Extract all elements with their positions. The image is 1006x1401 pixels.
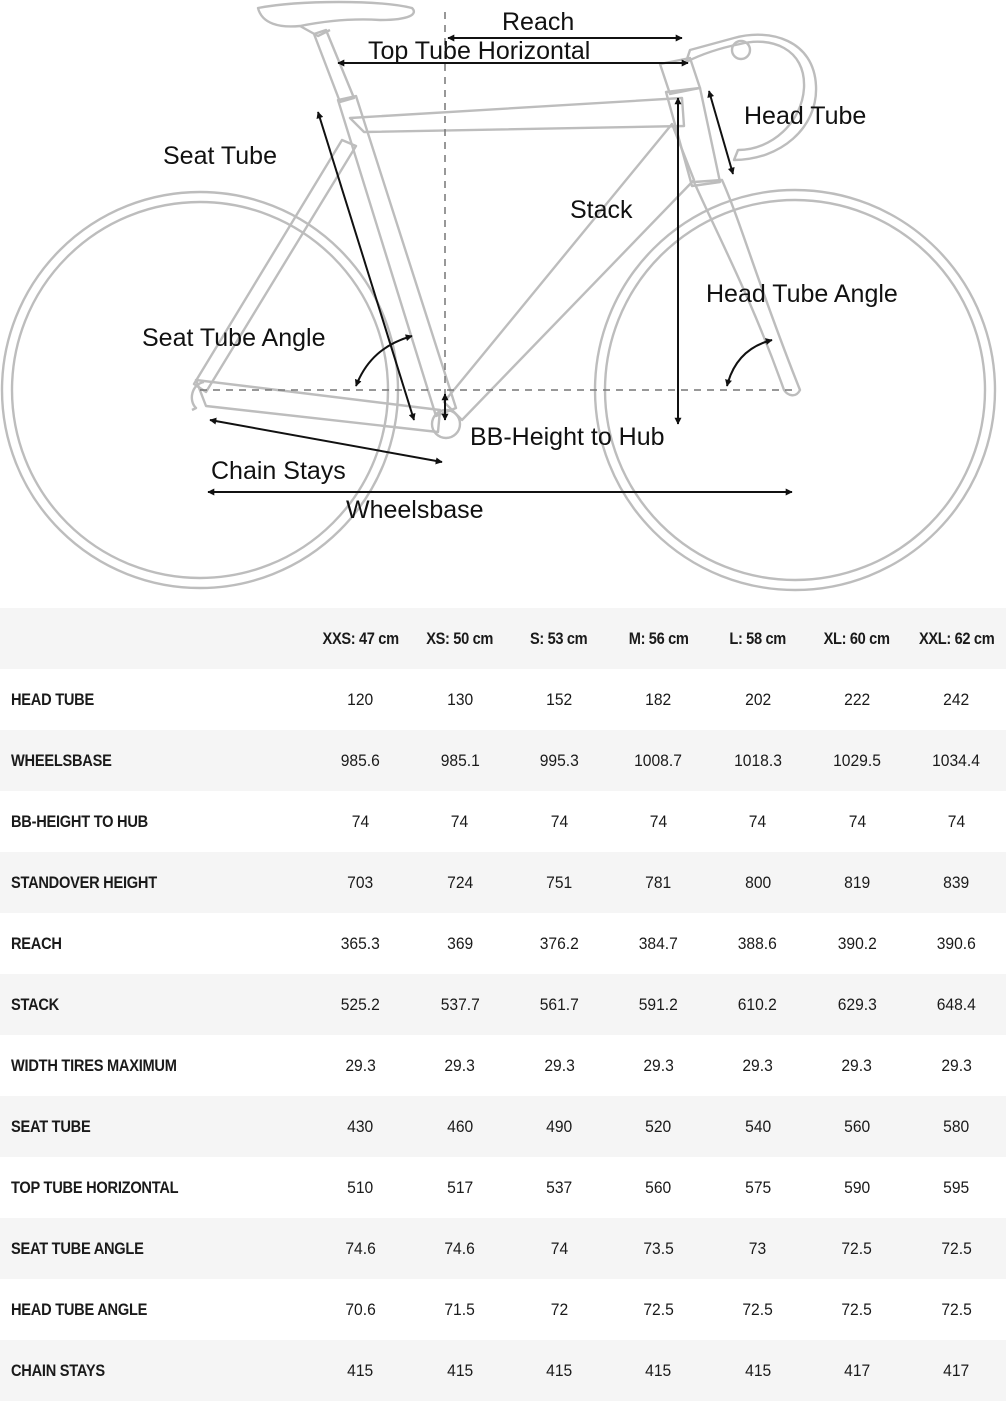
row-label-text: BB-HEIGHT TO HUB (11, 811, 148, 831)
table-cell (807, 974, 906, 1035)
label-seat-tube-angle: Seat Tube Angle (142, 324, 326, 352)
row-label (0, 1279, 311, 1340)
table-cell-value: 839 (943, 872, 970, 892)
table-cell-value: 182 (645, 689, 672, 709)
table-cell (907, 913, 1006, 974)
row-label-text: TOP TUBE HORIZONTAL (11, 1177, 179, 1197)
table-cell (410, 913, 509, 974)
table-cell-value: 415 (546, 1360, 573, 1380)
table-cell (609, 852, 708, 913)
table-cell (807, 913, 906, 974)
table-cell (410, 1218, 509, 1279)
table-cell-value: 202 (744, 689, 771, 709)
row-label (0, 1340, 311, 1401)
table-cell-value: 365.3 (340, 933, 381, 953)
table-cell-value: 575 (744, 1177, 771, 1197)
table-row (0, 1096, 1006, 1157)
table-cell (807, 852, 906, 913)
table-cell (311, 791, 410, 852)
row-label (0, 974, 311, 1035)
label-bb-height-to-hub: BB-Height to Hub (470, 423, 665, 451)
table-cell-value: 800 (744, 872, 771, 892)
row-label-text: STACK (11, 994, 59, 1014)
size-header: XS: 50 cm (426, 628, 494, 648)
header-blank (22, 608, 289, 669)
table-cell-value: 29.3 (643, 1055, 674, 1075)
table-cell-value: 751 (546, 872, 573, 892)
table-cell-value: 985.1 (440, 750, 480, 770)
table-cell-value: 390.6 (936, 933, 976, 953)
table-cell-value: 390.2 (837, 933, 877, 953)
table-cell (410, 730, 509, 791)
head-tube-arrow (709, 91, 733, 174)
table-cell (509, 852, 608, 913)
table-cell-value: 120 (347, 689, 374, 709)
table-cell (708, 1218, 807, 1279)
table-cell (410, 1035, 509, 1096)
table-cell (311, 852, 410, 913)
table-row (0, 974, 1006, 1035)
row-label-text: CHAIN STAYS (11, 1360, 105, 1380)
table-cell-value: 415 (645, 1360, 672, 1380)
table-cell-value: 74 (451, 811, 469, 831)
table-cell (708, 1096, 807, 1157)
table-cell (907, 1279, 1006, 1340)
table-cell-value: 610.2 (738, 994, 778, 1014)
table-row (0, 1035, 1006, 1096)
table-cell (410, 974, 509, 1035)
table-cell-value: 1029.5 (833, 750, 881, 770)
size-header-row (0, 608, 1006, 669)
table-cell (410, 669, 509, 730)
row-label-text: REACH (11, 933, 62, 953)
table-cell (708, 1279, 807, 1340)
label-head-tube: Head Tube (744, 102, 867, 130)
table-cell (311, 1035, 410, 1096)
table-cell (410, 1096, 509, 1157)
table-cell-value: 29.3 (941, 1055, 972, 1075)
table-cell-value: 130 (446, 689, 473, 709)
table-cell-value: 520 (645, 1116, 672, 1136)
table-cell (907, 1218, 1006, 1279)
table-row (0, 1218, 1006, 1279)
chain-stays-arrow (210, 420, 442, 462)
table-cell (410, 791, 509, 852)
table-cell (807, 1340, 906, 1401)
table-cell (907, 1035, 1006, 1096)
table-cell (509, 669, 608, 730)
table-cell-value: 29.3 (345, 1055, 376, 1075)
table-cell-value: 74.6 (345, 1238, 376, 1258)
table-cell-value: 29.3 (742, 1055, 773, 1075)
table-row (0, 913, 1006, 974)
table-row (0, 1279, 1006, 1340)
table-cell (708, 730, 807, 791)
table-cell-value: 417 (843, 1360, 871, 1380)
table-cell-value: 388.6 (738, 933, 778, 953)
table-cell (807, 1157, 906, 1218)
table-cell-value: 724 (446, 872, 473, 892)
table-cell-value: 703 (347, 872, 374, 892)
label-seat-tube: Seat Tube (163, 142, 277, 170)
seat-stay (194, 140, 356, 392)
table-cell (609, 730, 708, 791)
table-cell (410, 852, 509, 913)
table-cell-value: 819 (843, 872, 871, 892)
table-cell-value: 384.7 (638, 933, 678, 953)
table-cell (708, 1340, 807, 1401)
seat-tube-angle-arrow (356, 336, 412, 386)
size-header: XXL: 62 cm (918, 628, 994, 648)
table-cell-value: 629.3 (837, 994, 877, 1014)
size-header: XL: 60 cm (823, 628, 890, 648)
table-cell-value: 517 (446, 1177, 473, 1197)
table-cell-value: 490 (546, 1116, 573, 1136)
table-cell (807, 1218, 906, 1279)
saddle (258, 2, 414, 26)
table-cell-value: 29.3 (444, 1055, 476, 1075)
seatpost (314, 30, 354, 102)
table-cell (807, 669, 906, 730)
table-cell-value: 152 (546, 689, 573, 709)
table-cell-value: 580 (943, 1116, 970, 1136)
table-cell-value: 415 (446, 1360, 473, 1380)
table-cell (708, 974, 807, 1035)
table-cell (708, 1035, 807, 1096)
table-cell (311, 1340, 410, 1401)
table-cell-value: 72 (550, 1299, 568, 1319)
top-tube-shape (350, 98, 684, 132)
down-tube-shape (444, 124, 694, 420)
table-cell-value: 74 (748, 811, 767, 831)
table-cell-value: 560 (645, 1177, 672, 1197)
table-cell-value: 242 (943, 689, 970, 709)
table-cell (311, 1157, 410, 1218)
table-cell (609, 1218, 708, 1279)
table-cell (509, 1279, 608, 1340)
table-cell (609, 1035, 708, 1096)
table-cell (509, 730, 608, 791)
row-label-text: WHEELSBASE (11, 750, 112, 770)
table-cell-value: 72.5 (643, 1299, 674, 1319)
table-cell (907, 1096, 1006, 1157)
table-cell-value: 561.7 (539, 994, 579, 1014)
table-cell (708, 1157, 807, 1218)
table-cell (907, 1157, 1006, 1218)
table-cell (509, 913, 608, 974)
table-cell-value: 70.6 (345, 1299, 376, 1319)
table-cell-value: 525.2 (340, 994, 381, 1014)
table-cell-value: 74 (848, 811, 866, 831)
table-cell (311, 730, 410, 791)
table-cell-value: 995.3 (539, 750, 579, 770)
table-cell-value: 648.4 (936, 994, 976, 1014)
table-cell (509, 1096, 608, 1157)
row-label (0, 1096, 311, 1157)
table-cell (609, 1096, 708, 1157)
table-cell (609, 1279, 708, 1340)
row-label (0, 1157, 311, 1218)
table-cell-value: 460 (446, 1116, 473, 1136)
size-header: XXS: 47 cm (322, 628, 399, 648)
table-cell-value: 1018.3 (733, 750, 782, 770)
size-header: S: 53 cm (530, 628, 588, 648)
row-label-text: WIDTH TIRES MAXIMUM (11, 1055, 177, 1075)
table-cell (609, 974, 708, 1035)
label-reach: Reach (502, 8, 575, 36)
table-cell (311, 1279, 410, 1340)
table-cell (509, 1157, 608, 1218)
table-cell-value: 560 (843, 1116, 871, 1136)
table-cell (609, 791, 708, 852)
table-cell-value: 74 (550, 811, 568, 831)
label-chain-stays: Chain Stays (211, 457, 346, 485)
bike-geometry-diagram (0, 0, 1006, 600)
table-cell-value: 74 (947, 811, 966, 831)
row-label (0, 791, 311, 852)
table-cell-value: 510 (347, 1177, 374, 1197)
table-cell-value: 415 (347, 1360, 374, 1380)
row-label (0, 730, 311, 791)
table-cell (311, 669, 410, 730)
table-cell (907, 669, 1006, 730)
geometry-table (0, 608, 1006, 1401)
table-cell (509, 1218, 608, 1279)
table-cell (311, 1096, 410, 1157)
row-label-text: SEAT TUBE ANGLE (11, 1238, 144, 1258)
table-cell (807, 791, 906, 852)
label-top-tube-horizontal: Top Tube Horizontal (368, 37, 591, 65)
table-row (0, 1340, 1006, 1401)
table-cell (907, 852, 1006, 913)
table-cell (708, 791, 807, 852)
table-cell (609, 1157, 708, 1218)
table-cell-value: 376.2 (539, 933, 579, 953)
row-label (0, 913, 311, 974)
row-label-text: HEAD TUBE (11, 689, 94, 709)
table-cell-value: 72.5 (941, 1238, 972, 1258)
table-cell (609, 913, 708, 974)
table-cell-value: 72.5 (742, 1299, 773, 1319)
table-cell-value: 74 (649, 811, 668, 831)
table-cell-value: 29.3 (543, 1055, 575, 1075)
table-cell-value: 73 (748, 1238, 767, 1258)
table-cell-value: 1008.7 (634, 750, 683, 770)
table-row (0, 791, 1006, 852)
table-cell (410, 1157, 509, 1218)
row-label-text: SEAT TUBE (11, 1116, 91, 1136)
table-cell-value: 74 (351, 811, 370, 831)
table-row (0, 1157, 1006, 1218)
table-cell (708, 669, 807, 730)
table-cell-value: 369 (446, 933, 473, 953)
size-header: L: 58 cm (729, 628, 786, 648)
row-label-text: STANDOVER HEIGHT (11, 872, 157, 892)
table-cell-value: 591.2 (638, 994, 678, 1014)
table-cell-value: 415 (744, 1360, 771, 1380)
table-cell-value: 417 (943, 1360, 970, 1380)
label-head-tube-angle: Head Tube Angle (706, 280, 898, 308)
table-cell (807, 1279, 906, 1340)
row-label (0, 1218, 311, 1279)
table-cell-value: 781 (645, 872, 672, 892)
table-cell (311, 913, 410, 974)
table-cell (609, 669, 708, 730)
table-cell-value: 537.7 (440, 994, 480, 1014)
row-label (0, 852, 311, 913)
bike-frame (192, 2, 816, 438)
table-cell (509, 1035, 608, 1096)
table-cell-value: 72.5 (841, 1299, 873, 1319)
seat-tube-arrow (318, 112, 414, 420)
label-wheelsbase: Wheelsbase (346, 496, 484, 524)
table-cell (509, 791, 608, 852)
size-header: M: 56 cm (628, 628, 689, 648)
table-cell-value: 71.5 (444, 1299, 476, 1319)
row-label (0, 1035, 311, 1096)
table-cell (311, 974, 410, 1035)
handlebar (686, 35, 816, 160)
table-cell (807, 730, 906, 791)
table-row (0, 852, 1006, 913)
table-cell (907, 1340, 1006, 1401)
row-label (0, 669, 311, 730)
table-cell-value: 72.5 (841, 1238, 873, 1258)
row-label-text: HEAD TUBE ANGLE (11, 1299, 148, 1319)
label-stack: Stack (570, 196, 633, 224)
table-cell (907, 791, 1006, 852)
table-cell-value: 74 (550, 1238, 568, 1258)
table-cell (807, 1096, 906, 1157)
head-tube-angle-arrow (727, 340, 772, 386)
table-row (0, 730, 1006, 791)
table-cell-value: 74.6 (444, 1238, 476, 1258)
table-cell (609, 1340, 708, 1401)
table-cell (708, 913, 807, 974)
table-cell-value: 590 (843, 1177, 871, 1197)
table-cell-value: 72.5 (941, 1299, 972, 1319)
table-cell (410, 1279, 509, 1340)
table-row (0, 669, 1006, 730)
table-cell (509, 1340, 608, 1401)
table-cell (311, 1218, 410, 1279)
table-cell-value: 595 (943, 1177, 970, 1197)
table-cell-value: 985.6 (340, 750, 381, 770)
table-cell (708, 852, 807, 913)
table-cell-value: 537 (546, 1177, 573, 1197)
table-cell-value: 540 (744, 1116, 771, 1136)
table-cell (807, 1035, 906, 1096)
table-cell (509, 974, 608, 1035)
table-cell (907, 974, 1006, 1035)
table-cell (907, 730, 1006, 791)
table-cell-value: 1034.4 (932, 750, 981, 770)
table-cell-value: 29.3 (841, 1055, 873, 1075)
table-cell (410, 1340, 509, 1401)
table-cell-value: 73.5 (643, 1238, 674, 1258)
table-cell-value: 430 (347, 1116, 374, 1136)
table-cell-value: 222 (843, 689, 871, 709)
